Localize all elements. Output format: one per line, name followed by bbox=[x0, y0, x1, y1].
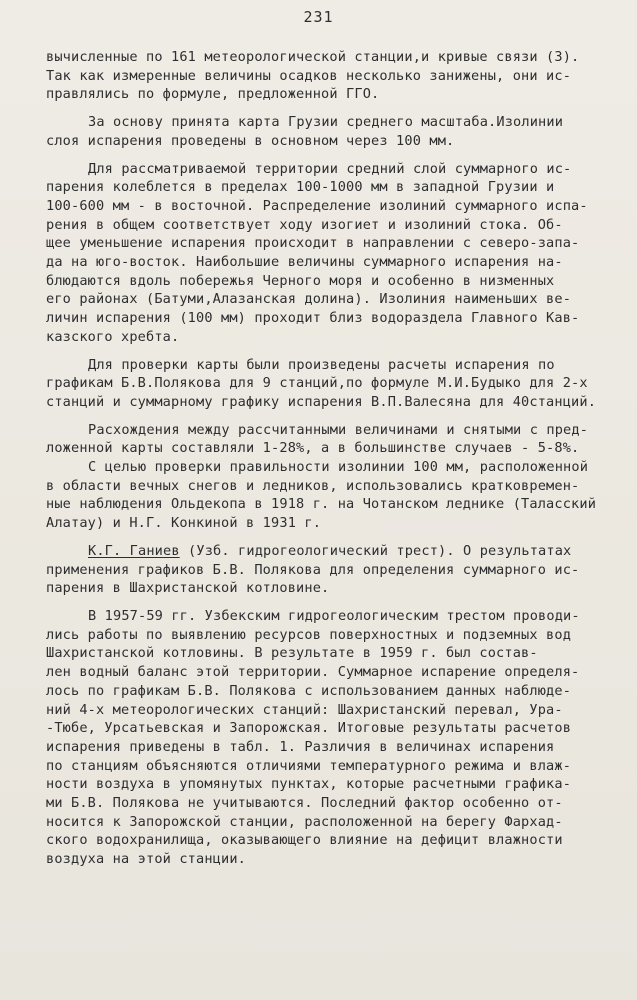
text-line: в области вечных снегов и ледников, использовались кратковремен- bbox=[46, 477, 580, 494]
text-line: ми Б.В. Полякова не учитываются. Последний фактор особенно от- bbox=[46, 795, 563, 812]
text-line: рения в общем соответствует ходу изогиет и изолиний стока. Об- bbox=[46, 216, 563, 233]
text-line: Расхождения между рассчитанными величинами и снятыми с пред- bbox=[88, 421, 589, 438]
author-name: К.Г. Ганиев bbox=[88, 542, 180, 559]
text-line: слоя испарения проведены в основном через 100 мм. bbox=[46, 132, 455, 149]
page-number: 231 bbox=[303, 8, 334, 26]
text-line: лись работы по выявлению ресурсов поверхностных и подземных вод bbox=[46, 626, 572, 643]
text-line: испарения приведены в табл. 1. Различия в величинах испарения bbox=[46, 738, 555, 755]
page-text bbox=[46, 48, 606, 869]
text-line: -Тюбе, Урсатьевская и Запорожская. Итоговые результаты расчетов bbox=[46, 720, 572, 737]
text-line: лен водный баланс этой территории. Суммарное испарение определя- bbox=[46, 664, 580, 681]
text-line bbox=[46, 542, 606, 561]
text-line: Для рассматриваемой территории средний слой суммарного ис- bbox=[88, 160, 572, 177]
text-line: графикам Б.В.Полякова для 9 станций,по формуле М.И.Будыко для 2-х bbox=[46, 375, 588, 392]
text-line: Для проверки карты были произведены расчеты испарения по bbox=[88, 356, 555, 373]
text-line: 100-600 мм - в восточной. Распределение изолиний суммарного испа- bbox=[46, 197, 588, 214]
text-line: В 1957-59 гг. Узбекским гидрогеологическим трестом проводи- bbox=[88, 607, 580, 624]
text-line: ности воздуха в упомянутых пунктах, которые расчетными графика- bbox=[46, 776, 572, 793]
text-line: парения в Шахристанской котловине. bbox=[46, 580, 330, 597]
text-line: ний 4-х метеорологических станций: Шахристанский перевал, Ура- bbox=[46, 701, 563, 718]
abstract-heading: (Узб. гидрогеологический трест). О результатах bbox=[179, 542, 572, 559]
text-line: ные наблюдения Ольдекопа в 1918 г. на Чотанском леднике (Таласский bbox=[46, 496, 597, 513]
text-line: да на юго-восток. Наибольшие величины суммарного испарения на- bbox=[46, 254, 563, 271]
text-line: воздуха на этой станции. bbox=[46, 851, 247, 868]
text-line: Алатау) и Н.Г. Конкиной в 1931 г. bbox=[46, 515, 322, 532]
text-line: С целью проверки правильности изолинии 100 мм, расположенной bbox=[88, 459, 589, 476]
text-line: парения колеблется в пределах 100-1000 мм в западной Грузии и bbox=[46, 179, 555, 196]
text-line: Шахристанской котловины. В результате в 1959 г. был состав- bbox=[46, 645, 538, 662]
text-line: его районах (Батуми,Алазанская долина). Изолиния наименьших ве- bbox=[46, 291, 572, 308]
text-line: За основу принята карта Грузии среднего масштаба.Изолинии bbox=[88, 114, 564, 131]
text-line: щее уменьшение испарения происходит в направлении с северо-запа- bbox=[46, 235, 580, 252]
text-line: лось по графикам Б.В. Полякова с использованием данных наблюде- bbox=[46, 682, 572, 699]
text-line: ложенной карты составляли 1-28%, а в большинстве случаев - 5-8%. bbox=[46, 440, 580, 457]
text-line: по станциям объясняются отличиями температурного режима и влаж- bbox=[46, 757, 572, 774]
text-line: блюдаются вдоль побережья Черного моря и особенно в низменных bbox=[46, 272, 555, 289]
text-line: станций и суммарному графику испарения В.П.Валесяна для 40станций. bbox=[46, 393, 597, 410]
text-line: ского водохранилища, оказывающего влияние на дефицит влажности bbox=[46, 832, 563, 849]
text-line: применения графиков Б.В. Полякова для определения суммарного ис- bbox=[46, 561, 580, 578]
text-line: личин испарения (100 мм) проходит близ водораздела Главного Кав- bbox=[46, 310, 580, 327]
text-line: Так как измеренные величины осадков несколько занижены, они ис- bbox=[46, 67, 572, 84]
text-line: правлялись по формуле, предложенной ГГО. bbox=[46, 86, 380, 103]
text-line: казского хребта. bbox=[46, 328, 180, 345]
text-line: вычисленные по 161 метеорологической станции,и кривые связи (3). bbox=[46, 49, 580, 65]
text-line: носится к Запорожской станции, расположенной на берегу Фархад- bbox=[46, 813, 563, 830]
